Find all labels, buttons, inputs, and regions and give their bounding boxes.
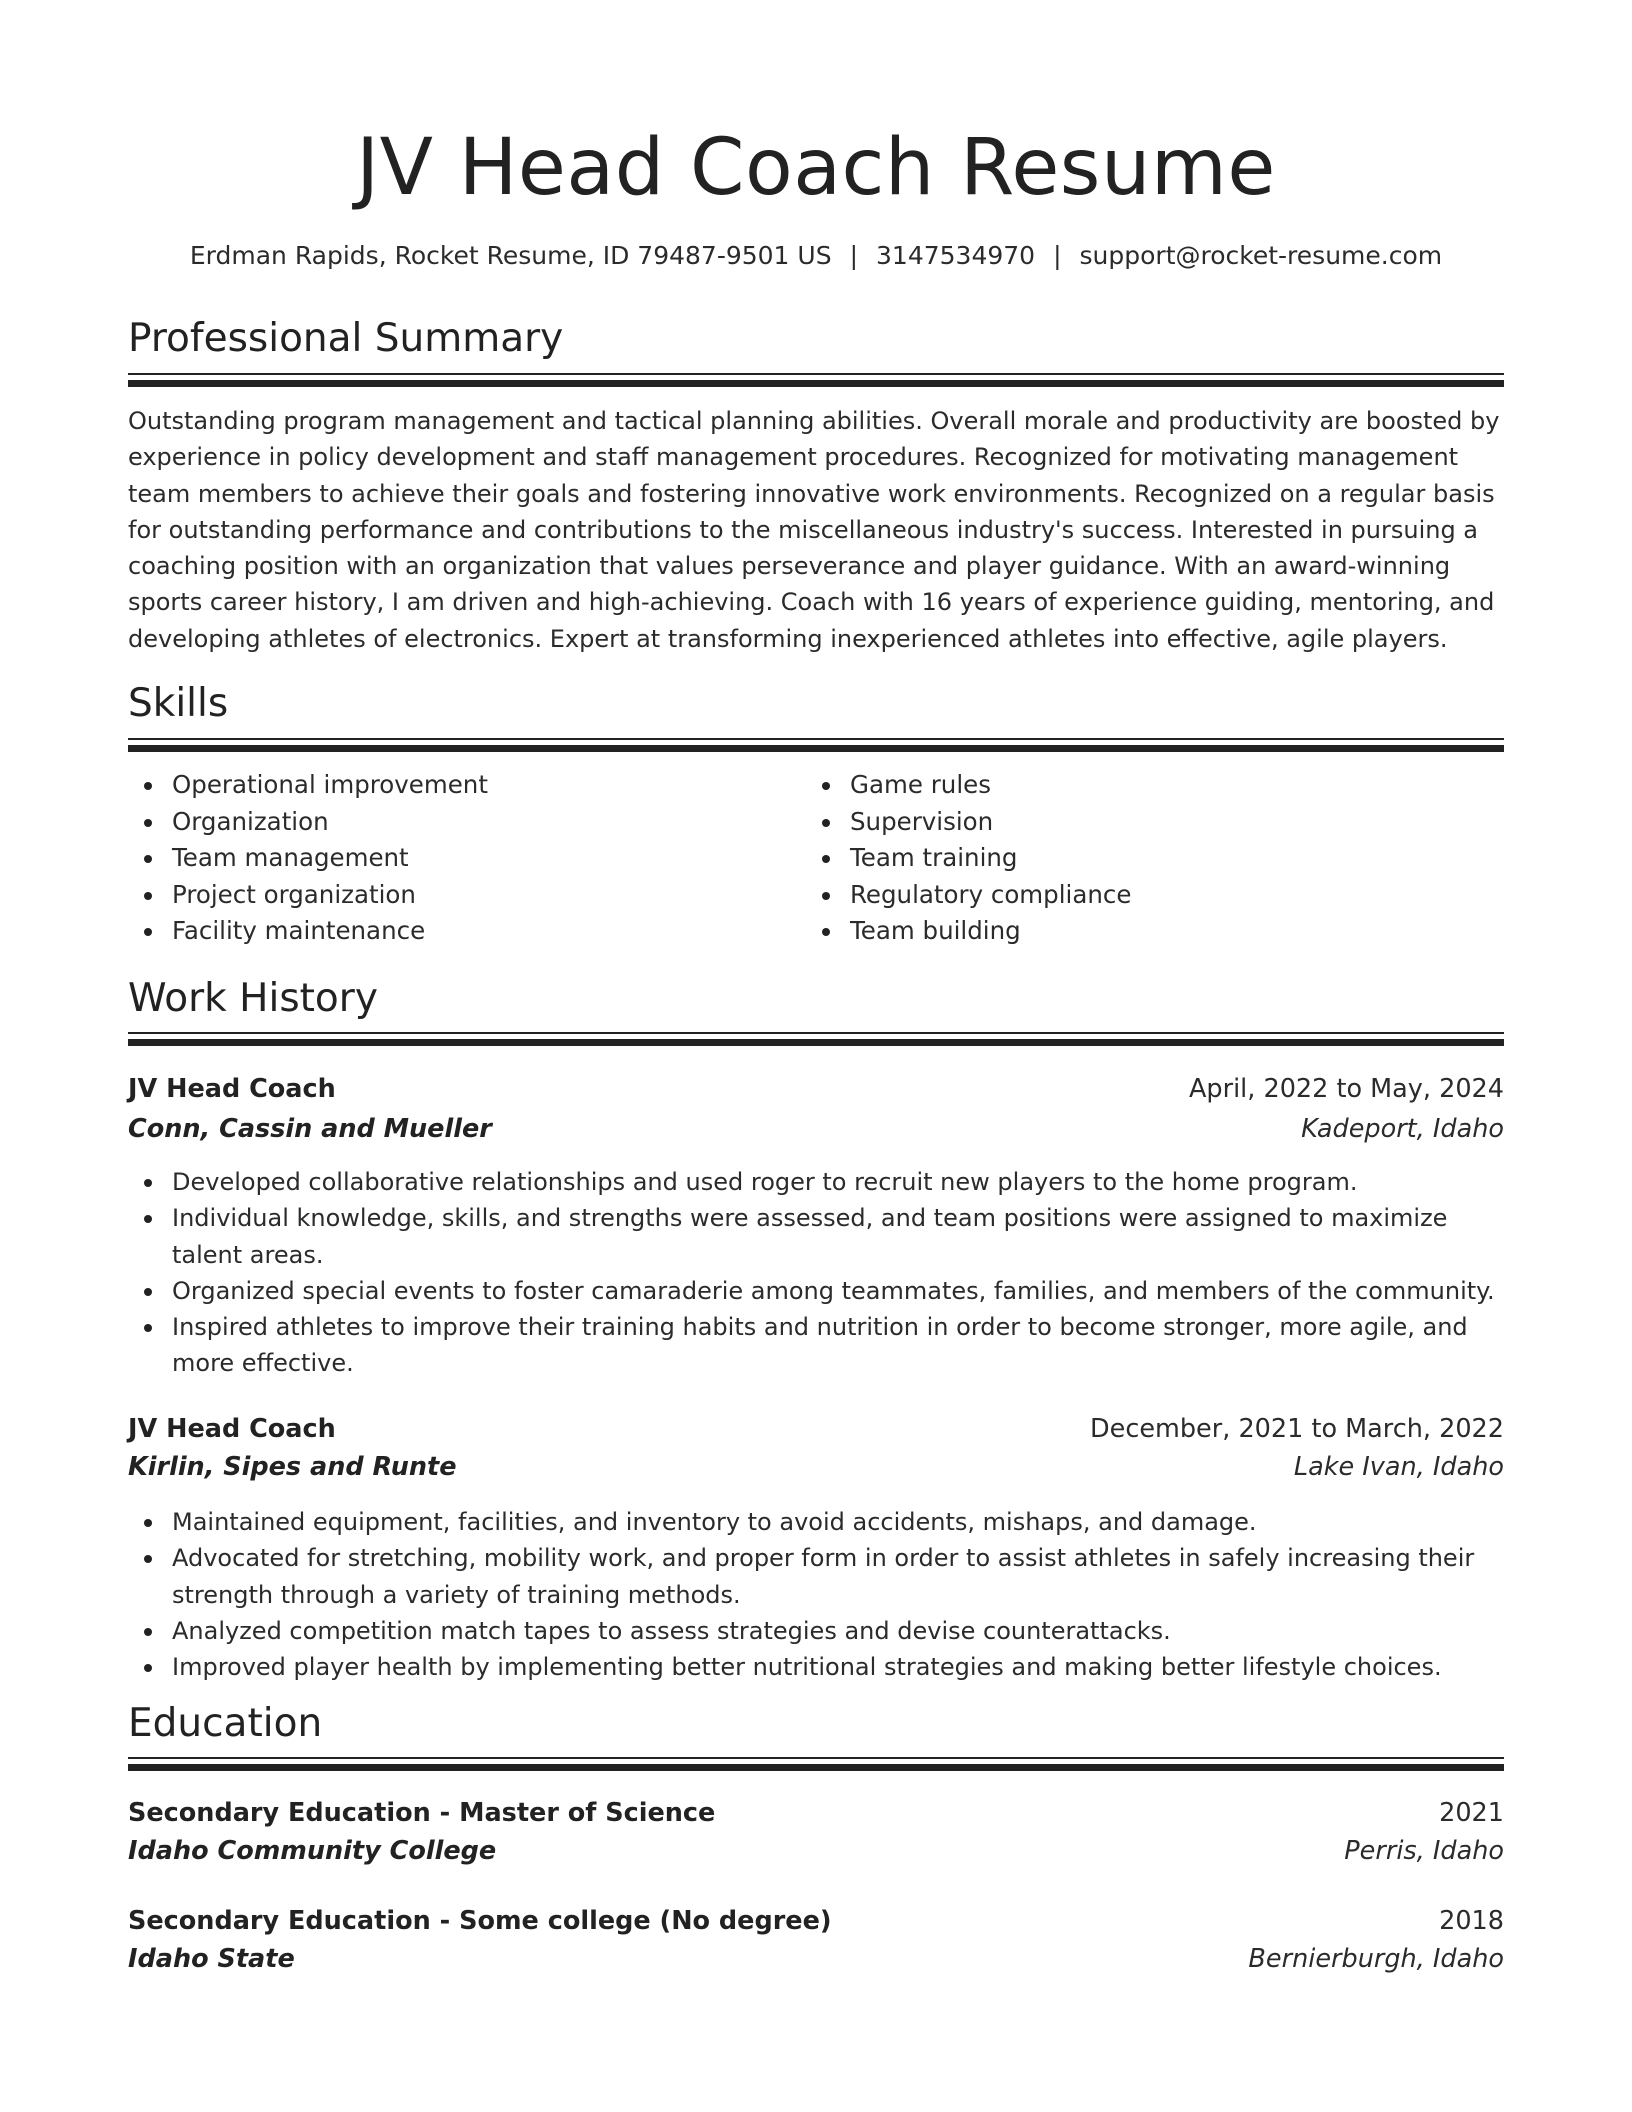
skills-list-left: [128, 767, 768, 950]
section-divider-thin: [128, 373, 1504, 375]
education-year: 2018: [1439, 1906, 1504, 1936]
skill-item: Supervision: [806, 804, 1446, 841]
section-divider-thick: [128, 745, 1504, 752]
section-skills-header: [128, 679, 1504, 729]
job-company-row: [128, 1111, 1504, 1149]
section-title: Education: [128, 1701, 323, 1746]
job-bullet: Developed collaborative relationships and used roger to recruit new players to the home program.: [128, 1164, 1504, 1200]
skill-item: Project organization: [128, 877, 768, 914]
job-bullet: Individual knowledge, skills, and strengths were assessed, and team positions were assigned to maximize talent areas.: [128, 1200, 1504, 1273]
section-summary-header: [128, 314, 1504, 364]
contact-address: Erdman Rapids, Rocket Resume, ID 79487-9501 US: [189, 241, 832, 270]
education-school-row: [128, 1833, 1504, 1871]
resume-title: JV Head Coach Resume: [356, 123, 1276, 213]
education-school-row: [128, 1941, 1504, 1979]
job-company-row: [128, 1449, 1504, 1487]
job-dates: December, 2021 to March, 2022: [1090, 1414, 1504, 1444]
job-bullet: Advocated for stretching, mobility work, and proper form in order to assist athletes in safely increasing their strength through a variety of training methods.: [128, 1540, 1504, 1613]
skill-item: Facility maintenance: [128, 913, 768, 950]
skill-item: Team training: [806, 840, 1446, 877]
skill-item: Game rules: [806, 767, 1446, 804]
education-location: Bernierburgh, Idaho: [1248, 1944, 1504, 1974]
section-title: Professional Summary: [128, 316, 564, 361]
job-company: Kirlin, Sipes and Runte: [128, 1452, 457, 1482]
education-degree: Secondary Education - Some college (No degree): [128, 1906, 832, 1936]
contact-separator: |: [1053, 241, 1062, 270]
section-divider-thin: [128, 1757, 1504, 1759]
section-divider-thick: [128, 1039, 1504, 1046]
section-education-header: [128, 1699, 1504, 1749]
job-title: JV Head Coach: [128, 1414, 336, 1444]
contact-separator: |: [849, 241, 859, 270]
job-header-row: [128, 1411, 1504, 1449]
skill-item: Team management: [128, 840, 768, 877]
education-location: Perris, Idaho: [1344, 1836, 1504, 1866]
job-dates: April, 2022 to May, 2024: [1188, 1074, 1504, 1104]
job-bullet: Analyzed competition match tapes to assess strategies and devise counterattacks.: [128, 1613, 1504, 1649]
education-school: Idaho Community College: [128, 1836, 497, 1866]
section-work-header: [128, 974, 1504, 1024]
education-degree: Secondary Education - Master of Science: [128, 1798, 716, 1828]
skill-item: Regulatory compliance: [806, 877, 1446, 914]
section-divider-thin: [128, 1032, 1504, 1034]
job-company: Conn, Cassin and Mueller: [128, 1114, 492, 1144]
skills-list-right: [806, 767, 1446, 950]
job-location: Kadeport, Idaho: [1301, 1114, 1504, 1144]
job-bullet: Organized special events to foster camaraderie among teammates, families, and members of the community.: [128, 1273, 1504, 1309]
contact-line: [128, 238, 1504, 274]
summary-text: Outstanding program management and tactical planning abilities. Overall morale and productivity are boosted by experience in policy development and staff management procedures. Recognized for motivating management team members to achieve their goals and fostering innovative work environments. Recognized on a regular basis for outstanding performance and contributions to the miscellaneous industry's success. Interested in pursuing a coaching position with an organization that values perseverance and player guidance. With an award-winning sports career history, I am driven and high-achieving. Coach with 16 years of experience guiding, mentoring, and developing athletes of electronics. Expert at transforming inexperienced athletes into effective, agile players.: [128, 407, 1500, 653]
job-title: JV Head Coach: [128, 1074, 336, 1104]
section-divider-thick: [128, 1764, 1504, 1771]
education-year: 2021: [1439, 1798, 1504, 1828]
job-bullet: Maintained equipment, facilities, and inventory to avoid accidents, mishaps, and damage.: [128, 1504, 1504, 1540]
education-header-row: [128, 1795, 1504, 1833]
section-title: Skills: [128, 681, 229, 726]
skill-item: Operational improvement: [128, 767, 768, 804]
job-bullets: [128, 1164, 1504, 1382]
job-bullet: Improved player health by implementing better nutritional strategies and making better lifestyle choices.: [128, 1649, 1504, 1685]
section-title: Work History: [128, 976, 378, 1021]
job-location: Lake Ivan, Idaho: [1293, 1452, 1504, 1482]
skill-item: Organization: [128, 804, 768, 841]
education-school: Idaho State: [128, 1944, 295, 1974]
job-bullet: Inspired athletes to improve their training habits and nutrition in order to become stronger, more agile, and more effective.: [128, 1309, 1504, 1382]
section-divider-thin: [128, 738, 1504, 740]
job-bullets: [128, 1504, 1504, 1685]
contact-email: support@rocket-resume.com: [1079, 241, 1443, 270]
job-header-row: [128, 1071, 1504, 1109]
section-divider-thick: [128, 380, 1504, 387]
contact-phone: 3147534970: [876, 241, 1036, 270]
skill-item: Team building: [806, 913, 1446, 950]
education-header-row: [128, 1903, 1504, 1941]
